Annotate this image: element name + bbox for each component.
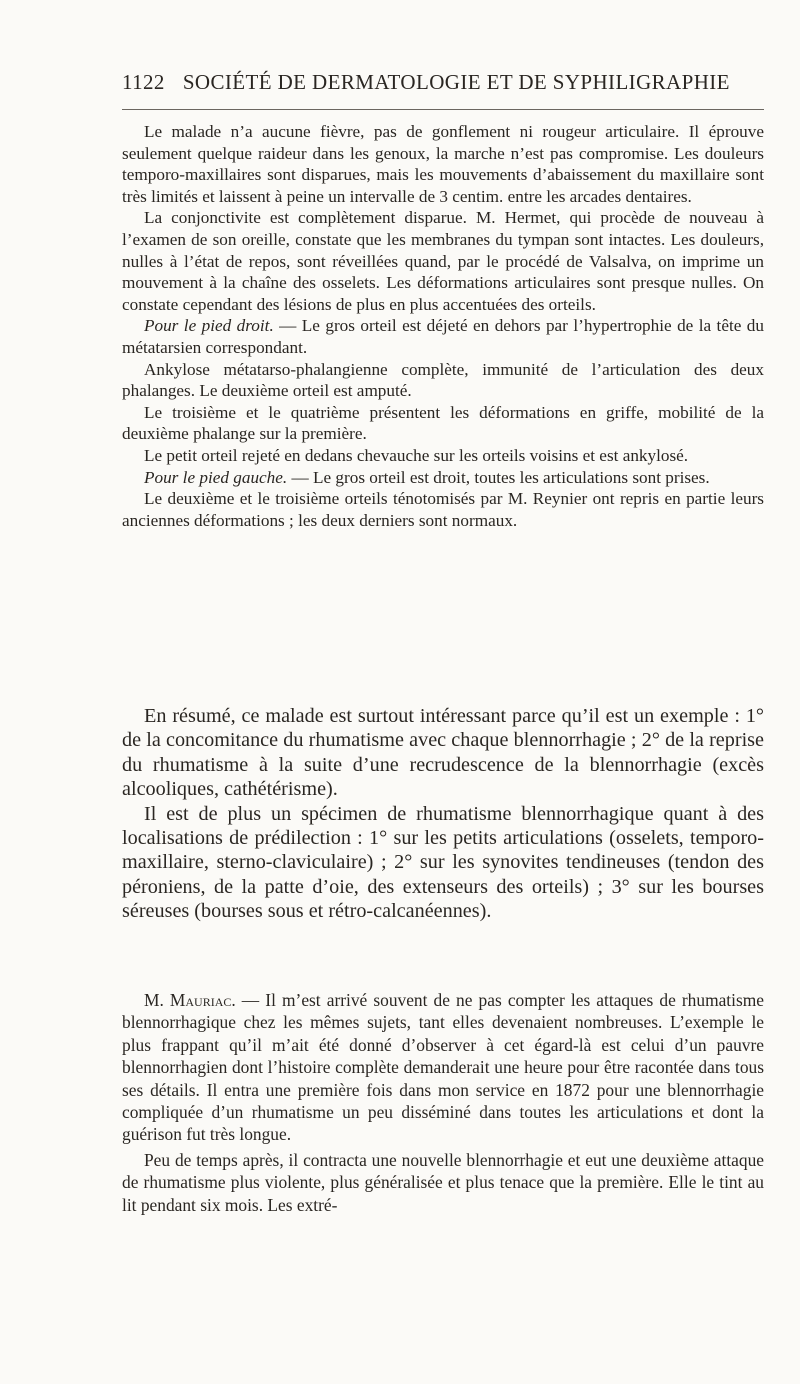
paragraph: Le petit orteil rejeté en dedans chevauche sur les orteils voisins et est ankylosé. bbox=[144, 445, 689, 465]
paragraph: Le malade n’a aucune fièvre, pas de gonflement ni rougeur articulaire. Il éprouve seulement quelque raideur dans les genoux, la marche n’est pas compromise. Les douleurs temporo-maxillaires sont disparues, mais les mouvements d’abaissement du maxillaire sont très limités et laissent à peine un intervalle de 3 centim. entre les arcades dentaires. bbox=[122, 122, 764, 206]
right-foot-label: Pour le pied droit. bbox=[144, 316, 274, 336]
case-observation bbox=[122, 121, 764, 531]
paragraph: Le troisième et le quatrième présentent les déformations en griffe, mobilité de la deuxième phalange sur la première. bbox=[122, 402, 764, 444]
paragraph-left-foot bbox=[122, 467, 764, 489]
paragraph: Peu de temps après, il contracta une nouvelle blennorrhagie et eut une deuxième attaque de rhumatisme plus violente, plus généralisée et plus tenace que la première. Elle le tint au lit pendant six mois. Les extré- bbox=[122, 1149, 764, 1215]
paragraph: Il est de plus un spécimen de rhumatisme blennorrhagique quant à des localisations de prédilection : 1° sur les petits articulations (osselets, temporo-maxillaire, sterno-claviculaire) ; 2° sur les synovites tendineuses (tendon des péroniens, de la patte d’oie, des extenseurs des orteils) ; 3° sur les bourses séreuses (bourses sous et rétro-calcanéennes). bbox=[122, 802, 764, 923]
paragraph: Le deuxième et le troisième orteils ténotomisés par M. Reynier ont repris en partie leurs anciennes déformations ; les deux derniers sont normaux. bbox=[122, 489, 764, 530]
mauriac-discussion bbox=[122, 989, 764, 1216]
right-foot-text: — Le gros orteil est déjeté en dehors par l’hypertrophie de la tête du métatarsien correspondant. bbox=[122, 316, 764, 357]
paragraph: Ankylose métatarso-phalangienne complète, immunité de l’articulation des deux phalanges. Le deuxième orteil est amputé. bbox=[122, 359, 764, 401]
page-number: 1122 bbox=[122, 70, 165, 94]
summary-section bbox=[122, 704, 764, 924]
running-title: SOCIÉTÉ DE DERMATOLOGIE ET DE SYPHILIGRAPHIE bbox=[182, 70, 730, 94]
left-foot-text: — Le gros orteil est droit, toutes les articulations sont prises. bbox=[287, 467, 710, 487]
speaker-name: M. Mauriac. bbox=[144, 990, 236, 1010]
left-foot-label: Pour le pied gauche. bbox=[144, 467, 288, 487]
paragraph: En résumé, ce malade est surtout intéressant parce qu’il est un exemple : 1° de la concomitance du rhumatisme avec chaque blennorrhagie ; 2° de la reprise du rhumatisme à la suite d’une recrudescence de la blennorrhagie (excès alcooliques, cathétérisme). bbox=[122, 705, 764, 801]
paragraph-mauriac bbox=[122, 989, 764, 1146]
running-header bbox=[122, 70, 764, 95]
mauriac-text: — Il m’est arrivé souvent de ne pas compter les attaques de rhumatisme blennorrhagique chez les mêmes sujets, tant elles devenaient nombreuses. L’exemple le plus frappant qu’il m’ait été donné d’observer à cet égard-là est celui d’un pauvre blennorrhagien dont l’histoire complète demanderait une heure pour être racontée dans tous ses détails. Il entra une première fois dans mon service en 1872 pour une blennorrhagie compliquée d’un rhumatisme un peu disséminé dans toutes les articulations et dont la guérison fut très longue. bbox=[122, 990, 764, 1145]
paragraph-right-foot bbox=[122, 315, 764, 358]
paragraph: La conjonctivite est complètement disparue. M. Hermet, qui procède de nouveau à l’examen de son oreille, constate que les membranes du tympan sont intactes. Les douleurs, nulles à l’état de repos, sont réveillées quand, par le procédé de Valsalva, on imprime un mouvement à la chaîne des osselets. Les déformations articulaires sont presque nulles. On constate cependant des lésions de plus en plus accentuées des orteils. bbox=[122, 208, 764, 314]
header-rule bbox=[122, 109, 764, 110]
